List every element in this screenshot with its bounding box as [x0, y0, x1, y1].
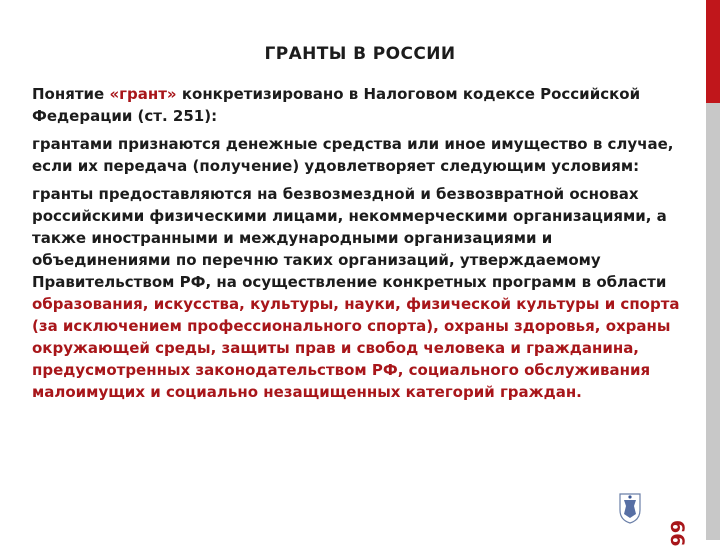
intro-paragraph — [32, 83, 696, 127]
conditions-paragraph — [32, 183, 696, 403]
slide-body — [32, 83, 696, 409]
intro-prefix: Понятие — [32, 85, 110, 103]
slide-title: ГРАНТЫ В РОССИИ — [264, 44, 456, 64]
conditions-text: гранты предоставляются на безвозмездной и безвозвратной основах российскими физическими лицами, некоммерческими организациями, а также иностранными и международными организациями и объединениями по перечню таких организаций, утверждаемому Правительством РФ, на осуществление конкретных программ в области — [32, 185, 667, 291]
program-areas-text: образования, искусства, культуры, науки, физической культуры и спорта (за исключением профессионального спорта), охраны здоровья, охраны окружающей среды, защиты прав и свобод человека и гражданина, предусмотренных законодательством РФ, социального обслуживания малоимущих и социально незащищенных категорий граждан. — [32, 295, 680, 401]
intro-suffix: конкретизировано в Налоговом кодексе Российской Федерации (ст. 251): — [32, 85, 641, 125]
grant-term: «грант» — [109, 85, 177, 103]
definition-paragraph: грантами признаются денежные средства или иное имущество в случае, если их передача (получение) удовлетворяет следующим условиям: — [32, 135, 674, 175]
emblem-icon — [618, 490, 642, 524]
page-number: 66 — [666, 520, 688, 546]
